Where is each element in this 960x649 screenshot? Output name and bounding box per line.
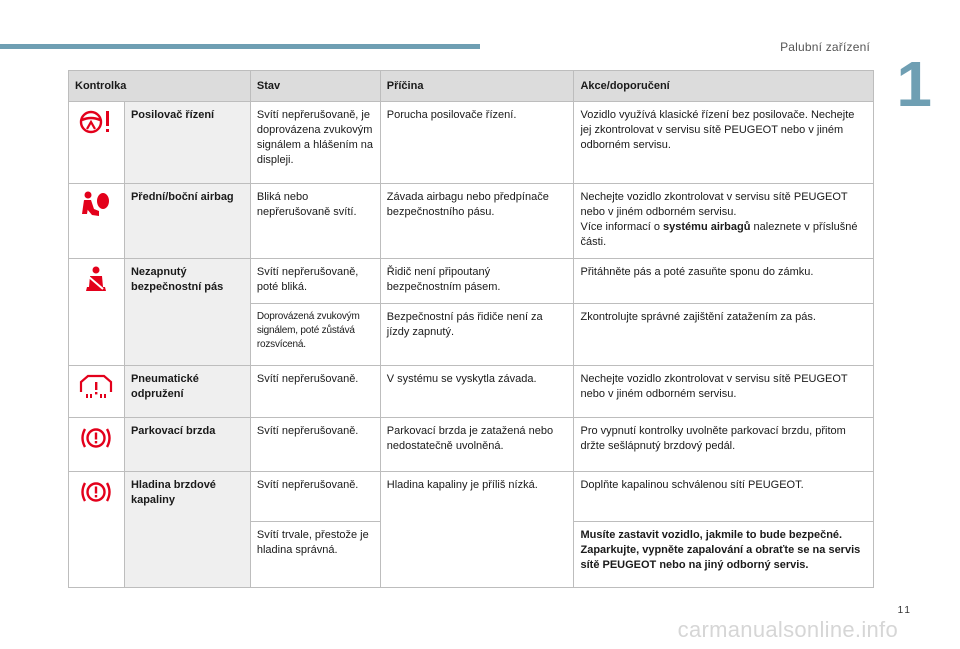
indicator-name: Přední/boční airbag — [124, 184, 250, 259]
steering-wheel-warning-icon — [79, 108, 113, 136]
brake-warning-icon — [79, 424, 113, 452]
state-text: Svítí trvale, přestože je hladina správná. — [250, 522, 380, 588]
action-line-2-pre: Více informací o — [580, 221, 664, 233]
action-line-2-post: naleznete v příslušné části. — [580, 221, 858, 248]
table-row-parking-brake — [69, 418, 874, 472]
page-number: 11 — [897, 605, 912, 616]
action-text: Přitáhněte pás a poté zasuňte sponu do zámku. — [574, 259, 874, 304]
seatbelt-icon — [81, 265, 111, 295]
action-line-1: Nechejte vozidlo zkontrolovat v servisu sítě PEUGEOT nebo v jiném odborném servisu. — [580, 191, 848, 218]
icon-cell — [69, 259, 125, 366]
air-suspension-icon — [78, 372, 114, 400]
table-row-seatbelt — [69, 259, 874, 304]
state-text: Svítí nepřerušovaně. — [250, 418, 380, 472]
column-header-indicator: Kontrolka — [69, 71, 251, 102]
warning-lights-table — [68, 70, 874, 588]
state-text: Bliká nebo nepřerušovaně svítí. — [250, 184, 380, 259]
cause-text: Bezpečnostní pás řidiče není za jízdy zapnutý. — [380, 304, 574, 366]
cause-text: V systému se vyskytla závada. — [380, 366, 574, 418]
table-row-brake-fluid — [69, 472, 874, 522]
header-accent-bar — [0, 44, 480, 49]
cause-text: Parkovací brzda je zatažená nebo nedostatečně uvolněná. — [380, 418, 574, 472]
indicator-name: Parkovací brzda — [124, 418, 250, 472]
chapter-number: 1 — [896, 48, 932, 120]
airbag-system-reference: systému airbagů — [663, 221, 751, 233]
action-text-warning: Musíte zastavit vozidlo, jakmile to bude bezpečné. Zaparkujte, vypněte zapalování a obraťte se na servis sítě PEUGEOT nebo na jiný odborný servis. — [574, 522, 874, 588]
indicator-name: Hladina brzdové kapaliny — [124, 472, 250, 588]
column-header-action: Akce/doporučení — [574, 71, 874, 102]
indicator-name: Posilovač řízení — [124, 102, 250, 184]
icon-cell — [69, 366, 125, 418]
state-text: Svítí nepřerušovaně. — [250, 366, 380, 418]
state-text: Svítí nepřerušovaně, poté bliká. — [250, 259, 380, 304]
table-row-airbag — [69, 184, 874, 259]
table-row-steering — [69, 102, 874, 184]
action-text: Vozidlo využívá klasické řízení bez posilovače. Nechejte jej zkontrolovat v servisu sítě PEUGEOT nebo v jiném odborném servisu. — [574, 102, 874, 184]
cause-text: Řidič není připoutaný bezpečnostním pásem. — [380, 259, 574, 304]
action-text: Doplňte kapalinou schválenou sítí PEUGEOT. — [574, 472, 874, 522]
table-row-suspension — [69, 366, 874, 418]
cause-text: Porucha posilovače řízení. — [380, 102, 574, 184]
action-text: Pro vypnutí kontrolky uvolněte parkovací brzdu, přitom držte sešlápnutý brzdový pedál. — [574, 418, 874, 472]
airbag-icon — [79, 190, 113, 220]
column-header-state: Stav — [250, 71, 380, 102]
indicator-name: Pneumatické odpružení — [124, 366, 250, 418]
cause-text: Závada airbagu nebo předpínače bezpečnostního pásu. — [380, 184, 574, 259]
state-text: Svítí nepřerušovaně. — [250, 472, 380, 522]
cause-text: Hladina kapaliny je příliš nízká. — [380, 472, 574, 588]
table-header-row — [69, 71, 874, 102]
state-text: Svítí nepřerušovaně, je doprovázena zvukovým signálem a hlášením na displeji. — [250, 102, 380, 184]
action-text: Zkontrolujte správné zajištění zatažením za pás. — [574, 304, 874, 366]
action-text — [574, 184, 874, 259]
icon-cell — [69, 418, 125, 472]
state-text: Doprovázená zvukovým signálem, poté zůstává rozsvícená. — [250, 304, 380, 366]
icon-cell — [69, 472, 125, 588]
chapter-title: Palubní zařízení — [780, 40, 870, 54]
icon-cell — [69, 102, 125, 184]
watermark: carmanualsonline.info — [677, 617, 898, 642]
column-header-cause: Příčina — [380, 71, 574, 102]
brake-fluid-warning-icon — [79, 478, 113, 506]
action-text: Nechejte vozidlo zkontrolovat v servisu sítě PEUGEOT nebo v jiném odborném servisu. — [574, 366, 874, 418]
icon-cell — [69, 184, 125, 259]
indicator-name: Nezapnutý bezpečnostní pás — [124, 259, 250, 366]
